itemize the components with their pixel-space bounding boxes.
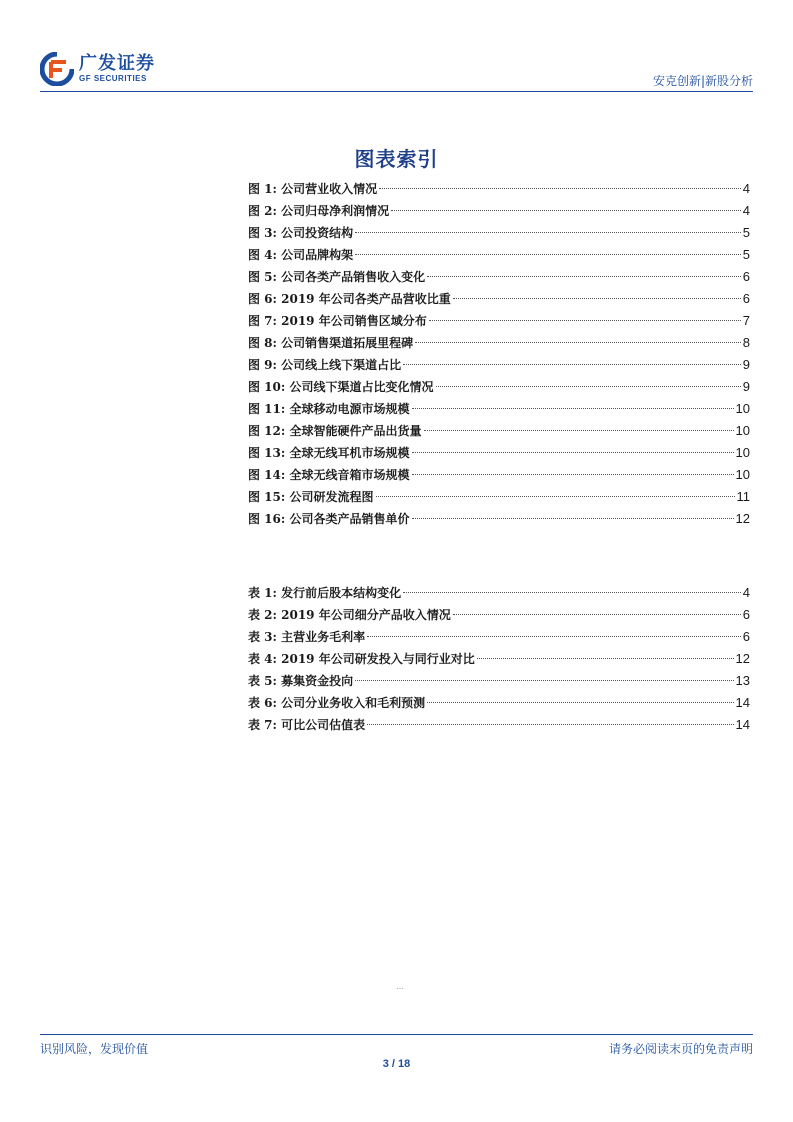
figure-index-entry[interactable] [248,288,750,310]
page-header [40,52,753,92]
toc-leader-dots [412,518,734,519]
table-index-entry[interactable] [248,648,750,670]
toc-entry-label[interactable]: 图 10: 公司线下渠道占比变化情况 [248,380,434,394]
toc-page-number[interactable]: 10 [735,401,750,416]
toc-leader-dots [376,496,735,497]
toc-page-number[interactable]: 6 [742,607,750,622]
table-index-entry[interactable] [248,670,750,692]
figure-index-entry[interactable] [248,442,750,464]
figure-index-entry[interactable] [248,464,750,486]
toc-entry-label[interactable]: 图 16: 公司各类产品销售单价 [248,512,410,526]
toc-entry-label[interactable]: 图 1: 公司营业收入情况 [248,182,378,196]
figure-index [248,178,750,530]
toc-entry-label[interactable]: 图 2: 公司归母净利润情况 [248,204,390,218]
toc-page-number[interactable]: 4 [742,585,750,600]
figure-index-entry[interactable] [248,200,750,222]
toc-page-number[interactable]: 9 [742,357,750,372]
figure-index-entry[interactable] [248,266,750,288]
toc-leader-dots [412,474,734,475]
toc-page-number[interactable]: 10 [735,467,750,482]
table-index-entry[interactable] [248,582,750,604]
logo-english-text: GF SECURITIES [79,74,147,83]
toc-leader-dots [355,254,741,255]
figure-index-entry[interactable] [248,178,750,200]
toc-page-number[interactable]: 7 [742,313,750,328]
logo-chinese-text: 广发证券 [79,53,155,74]
table-index-entry[interactable] [248,604,750,626]
figure-index-entry[interactable] [248,244,750,266]
gf-securities-logo [40,52,155,86]
toc-leader-dots [367,724,733,725]
toc-entry-label[interactable]: 表 5: 募集资金投向 [248,674,354,688]
toc-entry-label[interactable]: 表 6: 公司分业务收入和毛利预测 [248,696,426,710]
toc-entry-label[interactable]: 表 4: 2019 年公司研发投入与同行业对比 [248,652,475,666]
toc-leader-dots [477,658,734,659]
toc-leader-dots [379,188,741,189]
figure-index-entry[interactable] [248,420,750,442]
figure-index-entry[interactable] [248,398,750,420]
toc-leader-dots [412,452,734,453]
toc-page-number[interactable]: 12 [735,511,750,526]
toc-leader-dots [453,614,741,615]
toc-leader-dots [412,408,734,409]
toc-leader-dots [424,430,734,431]
toc-leader-dots [453,298,741,299]
toc-page-number[interactable]: 14 [735,695,750,710]
toc-leader-dots [427,276,741,277]
toc-page-number[interactable]: 4 [742,203,750,218]
toc-entry-label[interactable]: 图 11: 全球移动电源市场规模 [248,402,410,416]
toc-entry-label[interactable]: 图 15: 公司研发流程图 [248,490,374,504]
toc-page-number[interactable]: 5 [742,247,750,262]
toc-page-number[interactable]: 5 [742,225,750,240]
toc-page-number[interactable]: 10 [735,423,750,438]
toc-leader-dots [355,232,741,233]
gf-logo-icon [40,52,74,86]
toc-leader-dots [429,320,741,321]
toc-entry-label[interactable]: 图 12: 全球智能硬件产品出货量 [248,424,422,438]
center-mark: … [396,982,404,991]
figure-index-entry[interactable] [248,310,750,332]
toc-entry-label[interactable]: 表 3: 主营业务毛利率 [248,630,366,644]
toc-leader-dots [427,702,733,703]
toc-entry-label[interactable]: 图 3: 公司投资结构 [248,226,354,240]
toc-page-number[interactable]: 6 [742,629,750,644]
toc-entry-label[interactable]: 图 4: 公司品牌构架 [248,248,354,262]
table-index [248,582,750,736]
figure-index-entry[interactable] [248,332,750,354]
footer-disclaimer: 请务必阅读末页的免责声明 [608,1042,753,1056]
figure-index-entry[interactable] [248,376,750,398]
toc-leader-dots [403,592,741,593]
toc-entry-label[interactable]: 图 13: 全球无线耳机市场规模 [248,446,410,460]
toc-entry-label[interactable]: 表 2: 2019 年公司细分产品收入情况 [248,608,451,622]
figure-index-entry[interactable] [248,508,750,530]
page-title: 图表索引 [354,147,439,171]
toc-page-number[interactable]: 11 [736,489,750,504]
toc-entry-label[interactable]: 图 6: 2019 年公司各类产品营收比重 [248,292,451,306]
report-subject: 安克创新|新股分析 [652,74,753,88]
toc-entry-label[interactable]: 表 1: 发行前后股本结构变化 [248,586,402,600]
figure-index-entry[interactable] [248,222,750,244]
toc-page-number[interactable]: 8 [742,335,750,350]
table-index-entry[interactable] [248,714,750,736]
toc-entry-label[interactable]: 表 7: 可比公司估值表 [248,718,366,732]
toc-entry-label[interactable]: 图 9: 公司线上线下渠道占比 [248,358,402,372]
page-number: 3 / 18 [382,1058,411,1070]
toc-leader-dots [391,210,741,211]
toc-page-number[interactable]: 13 [735,673,750,688]
toc-entry-label[interactable]: 图 14: 全球无线音箱市场规模 [248,468,410,482]
toc-page-number[interactable]: 6 [742,291,750,306]
toc-page-number[interactable]: 4 [742,181,750,196]
toc-leader-dots [415,342,741,343]
toc-entry-label[interactable]: 图 8: 公司销售渠道拓展里程碑 [248,336,414,350]
toc-leader-dots [367,636,741,637]
table-index-entry[interactable] [248,626,750,648]
toc-entry-label[interactable]: 图 5: 公司各类产品销售收入变化 [248,270,426,284]
toc-page-number[interactable]: 9 [742,379,750,394]
figure-index-entry[interactable] [248,354,750,376]
header-divider [40,91,753,92]
toc-page-number[interactable]: 10 [735,445,750,460]
toc-leader-dots [355,680,733,681]
toc-page-number[interactable]: 14 [735,717,750,732]
toc-entry-label[interactable]: 图 7: 2019 年公司销售区域分布 [248,314,427,328]
figure-index-entry[interactable] [248,486,750,508]
footer-slogan: 识别风险，发现价值 [40,1042,149,1056]
toc-leader-dots [436,386,741,387]
footer-divider [40,1034,753,1035]
table-index-entry[interactable] [248,692,750,714]
toc-page-number[interactable]: 12 [735,651,750,666]
toc-leader-dots [403,364,741,365]
toc-page-number[interactable]: 6 [742,269,750,284]
